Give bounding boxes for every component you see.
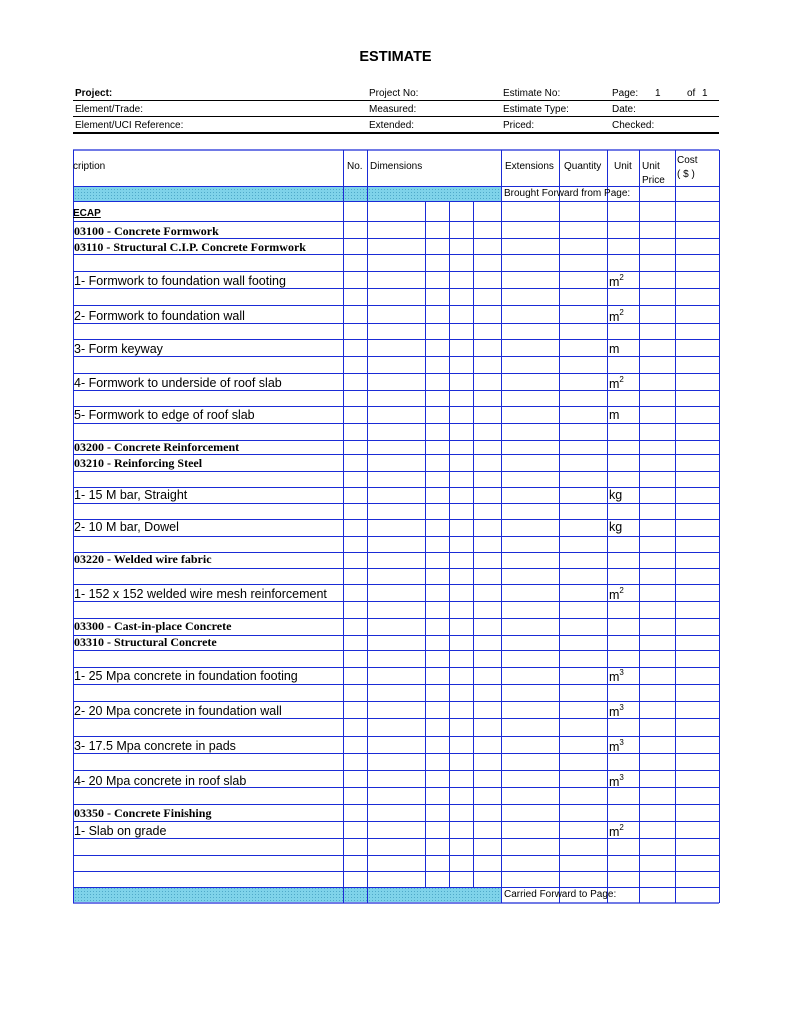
unit-exponent: 2	[619, 273, 624, 282]
measured-label: Measured:	[369, 104, 417, 115]
col-dimensions: Dimensions	[370, 161, 423, 172]
element-uci-label: Element/UCI Reference:	[75, 120, 184, 131]
col-unit-price-2: Price	[642, 175, 665, 186]
col-extensions: Extensions	[505, 161, 554, 172]
of-label: of	[687, 88, 696, 99]
unit-base: m	[609, 275, 620, 290]
estimate-no-label: Estimate No:	[503, 88, 561, 99]
unit-exponent: 3	[619, 773, 624, 782]
line-item-description: 1- 152 x 152 welded wire mesh reinforcement	[74, 587, 327, 601]
unit-exponent: 2	[619, 375, 624, 384]
line-item-description: 3- 17.5 Mpa concrete in pads	[74, 739, 236, 753]
project-no-label: Project No:	[369, 88, 419, 99]
date-label: Date:	[612, 104, 636, 115]
line-item-unit	[609, 408, 619, 422]
unit-base: m	[609, 377, 620, 392]
checked-label: Checked:	[612, 120, 655, 131]
element-trade-label: Element/Trade:	[75, 104, 143, 115]
line-item-description: 2- 10 M bar, Dowel	[74, 520, 179, 534]
col-quantity: Quantity	[564, 161, 602, 172]
col-no: No.	[347, 161, 363, 172]
line-item-description: 1- 15 M bar, Straight	[74, 488, 188, 502]
line-item-unit	[609, 669, 624, 684]
unit-base: m	[609, 588, 620, 603]
carried-forward-label: Carried Forward to Page:	[504, 889, 617, 900]
section-heading: 03300 - Cast-in-place Concrete	[74, 619, 232, 633]
unit-exponent: 2	[619, 823, 624, 832]
line-item-unit	[609, 309, 624, 324]
section-heading: 03220 - Welded wire fabric	[74, 552, 212, 566]
unit-exponent: 3	[619, 703, 624, 712]
unit-base: m	[609, 775, 620, 790]
project-label: Project:	[75, 88, 113, 99]
line-item-description: 4- Formwork to underside of roof slab	[74, 376, 282, 390]
line-item-unit	[609, 704, 624, 719]
col-cost: Cost	[677, 155, 698, 166]
page-title: ESTIMATE	[359, 49, 432, 65]
line-item-unit	[609, 342, 619, 356]
unit-base: m	[609, 310, 620, 325]
line-item-unit	[609, 376, 624, 391]
col-unit: Unit	[614, 161, 632, 172]
unit-base: m	[609, 705, 620, 720]
section-heading: 03210 - Reinforcing Steel	[74, 456, 203, 470]
section-heading: 03310 - Structural Concrete	[74, 635, 217, 649]
line-item-unit	[609, 587, 624, 602]
line-item-unit	[609, 774, 624, 789]
line-item-unit	[609, 739, 624, 754]
line-item-description: 1- Slab on grade	[74, 824, 167, 838]
page-number: 1	[655, 88, 661, 99]
page-label: Page:	[612, 88, 639, 99]
brought-forward-band	[73, 186, 501, 201]
line-item-description: 4- 20 Mpa concrete in roof slab	[74, 774, 247, 788]
unit-exponent: 3	[619, 738, 624, 747]
page-total: 1	[702, 88, 708, 99]
unit-base: m	[609, 670, 620, 685]
col-unit-price: Unit	[642, 161, 660, 172]
priced-label: Priced:	[503, 120, 535, 131]
carried-forward-band	[73, 887, 501, 902]
col-cost-2: ( $ )	[677, 169, 695, 180]
unit-base: m	[609, 740, 620, 755]
line-item-description: 3- Form keyway	[74, 342, 163, 356]
unit-exponent: 2	[619, 586, 624, 595]
line-item-description: 2- 20 Mpa concrete in foundation wall	[74, 704, 282, 718]
line-item-description: 1- 25 Mpa concrete in foundation footing	[74, 669, 298, 683]
line-item-unit	[609, 488, 622, 502]
estimate-type-label: Estimate Type:	[503, 104, 569, 115]
line-item-description: 2- Formwork to foundation wall	[74, 309, 245, 323]
unit-exponent: 2	[619, 308, 624, 317]
line-item-description: 5- Formwork to edge of roof slab	[74, 408, 255, 422]
unit-base: kg	[609, 488, 623, 502]
unit-base: m	[609, 825, 620, 840]
section-heading: 03350 - Concrete Finishing	[74, 806, 212, 820]
col-description: cription	[73, 161, 106, 172]
line-item-unit	[609, 274, 624, 289]
line-item-unit	[609, 824, 624, 839]
brought-forward-label: Brought Forward from Page:	[504, 188, 631, 199]
section-heading: 03110 - Structural C.I.P. Concrete Formwork	[74, 240, 306, 254]
unit-base: m	[609, 342, 620, 356]
line-item-description: 1- Formwork to foundation wall footing	[74, 274, 286, 288]
section-heading: 03100 - Concrete Formwork	[74, 224, 219, 238]
section-heading: 03200 - Concrete Reinforcement	[74, 440, 240, 454]
unit-exponent: 3	[619, 668, 624, 677]
unit-base: kg	[609, 520, 623, 534]
unit-base: m	[609, 408, 620, 422]
ecap-label: ECAP	[73, 208, 101, 219]
line-item-unit	[609, 520, 622, 534]
extended-label: Extended:	[369, 120, 415, 131]
